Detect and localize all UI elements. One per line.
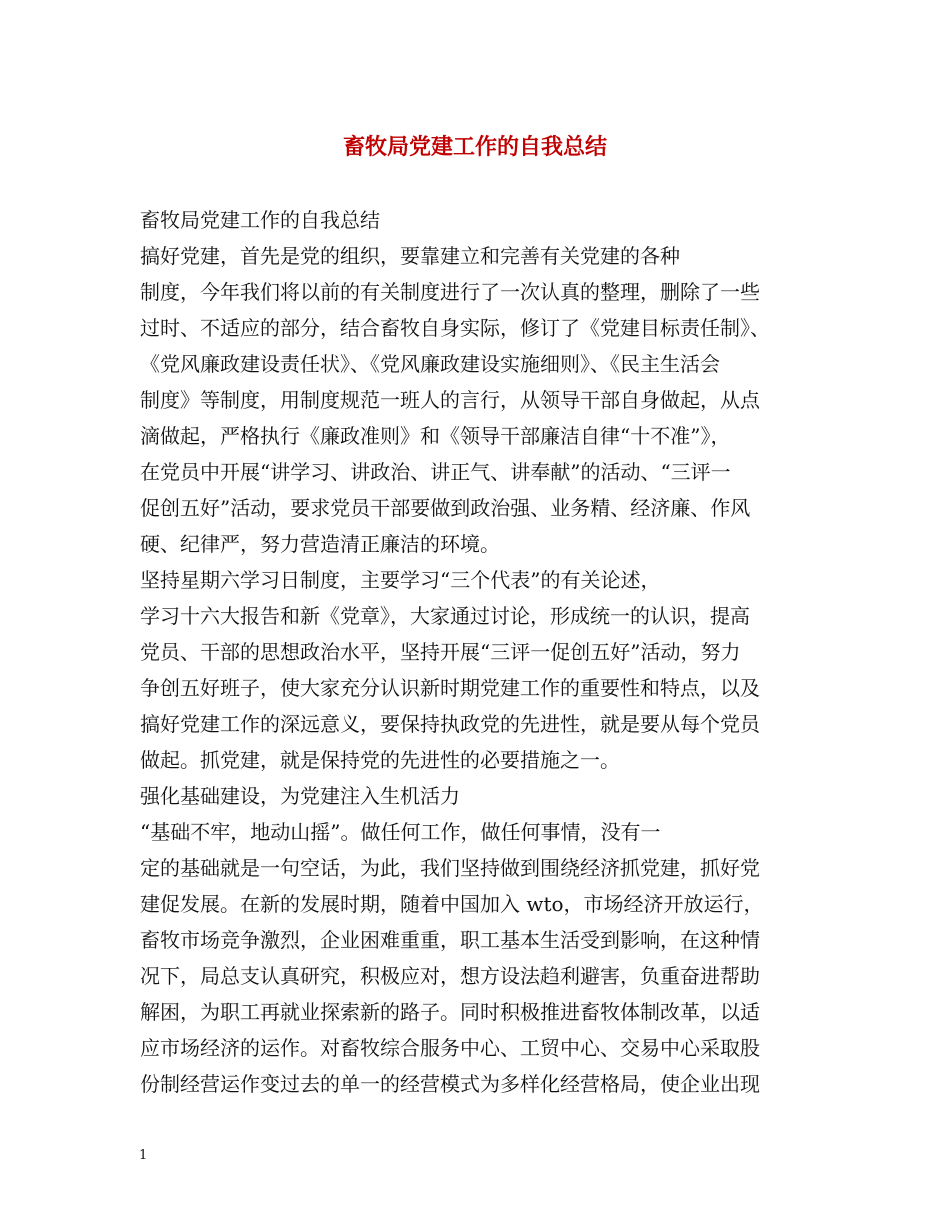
document-title: 畜牧局党建工作的自我总结 <box>342 134 607 160</box>
text-line: 应市场经济的运作。对畜牧综合服务中心、工贸中心、交易中心采取股 <box>140 1036 760 1060</box>
text-line: “基础不牢，地动山摇”。做任何工作，做任何事情，没有一 <box>140 820 661 844</box>
text-line: 做起。抓党建，就是保持党的先进性的必要措施之一。 <box>140 748 620 772</box>
text-line: 定的基础就是一句空话，为此，我们坚持做到围绕经济抓党建，抓好党 <box>140 856 760 880</box>
text-line: 况下，局总支认真研究，积极应对，想方设法趋利避害，负重奋进帮助 <box>140 964 760 988</box>
text-line: 畜牧市场竞争激烈，企业困难重重，职工基本生活受到影响，在这种情 <box>140 928 760 952</box>
text-line: 学习十六大报告和新《党章》，大家通过讨论，形成统一的认识，提高 <box>140 604 750 628</box>
text-line: 份制经营运作变过去的单一的经营模式为多样化经营格局，使企业出现 <box>140 1072 760 1096</box>
text-line: 搞好党建，首先是党的组织，要靠建立和完善有关党建的各种 <box>140 244 680 268</box>
text-line: 过时、不适应的部分，结合畜牧自身实际，修订了《党建目标责任制》、 <box>140 316 770 340</box>
text-line: 滴做起，严格执行《廉政准则》和《领导干部廉洁自律“十不准”》， <box>140 424 731 448</box>
text-line: 《党风廉政建设责任状》、《党风廉政建设实施细则》、《民主生活会 <box>140 352 720 376</box>
text-line: 制度》等制度，用制度规范一班人的言行，从领导干部自身做起，从点 <box>140 388 760 412</box>
text-line: 畜牧局党建工作的自我总结 <box>140 208 380 232</box>
text-line: 建促发展。在新的发展时期，随着中国加入 wto，市场经济开放运行， <box>140 892 764 916</box>
text-line: 解困，为职工再就业探索新的路子。同时积极推进畜牧体制改革，以适 <box>140 1000 760 1024</box>
text-line: 强化基础建设，为党建注入生机活力 <box>140 784 460 808</box>
text-line: 在党员中开展“讲学习、讲政治、讲正气、讲奉献”的活动、“三评一 <box>140 460 731 484</box>
text-line: 搞好党建工作的深远意义，要保持执政党的先进性，就是要从每个党员 <box>140 712 760 736</box>
text-line: 制度，今年我们将以前的有关制度进行了一次认真的整理，删除了一些 <box>140 280 760 304</box>
text-line: 硬、纪律严，努力营造清正廉洁的环境。 <box>140 532 500 556</box>
text-line: 促创五好”活动，要求党员干部要做到政治强、业务精、经济廉、作风 <box>140 496 751 520</box>
text-line: 党员、干部的思想政治水平，坚持开展“三评一促创五好”活动，努力 <box>140 640 741 664</box>
text-line: 坚持星期六学习日制度，主要学习“三个代表”的有关论述， <box>140 568 661 592</box>
page-number: 1 <box>139 1148 148 1163</box>
text-line: 争创五好班子，使大家充分认识新时期党建工作的重要性和特点，以及 <box>140 676 760 700</box>
